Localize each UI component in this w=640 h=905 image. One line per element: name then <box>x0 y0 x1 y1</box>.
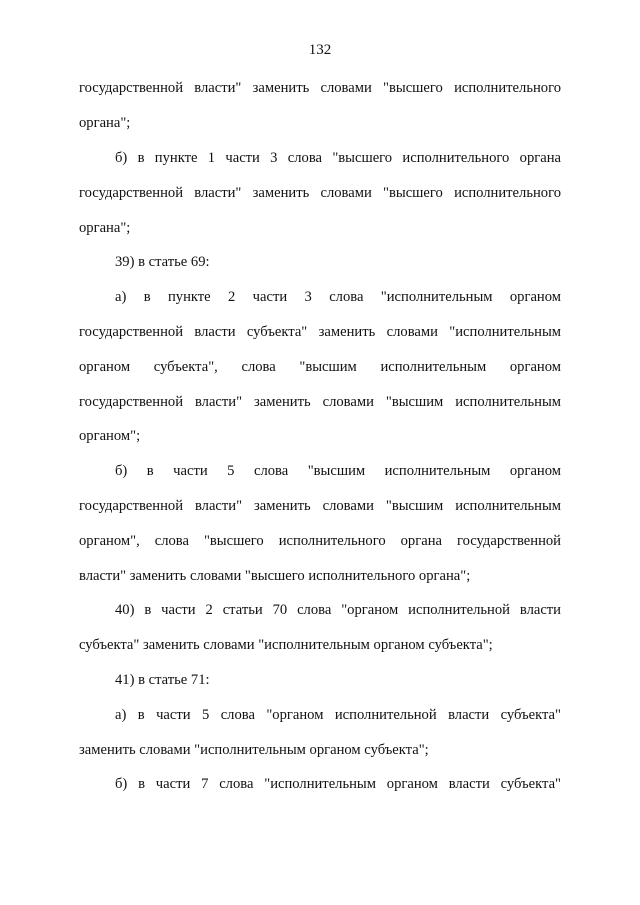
text-line: государственной власти" заменить словами "высшего исполнительного <box>79 185 561 201</box>
text-line: заменить словами "исполнительным органом субъекта"; <box>79 742 429 758</box>
text-line: органом субъекта", слова "высшим исполнительным органом <box>79 359 561 375</box>
text-line: б) в части 5 слова "высшим исполнительным органом <box>115 463 561 479</box>
text-line: 40) в части 2 статьи 70 слова "органом исполнительной власти <box>115 602 561 618</box>
text-line: а) в части 5 слова "органом исполнительной власти субъекта" <box>115 707 561 723</box>
text-line: органом", слова "высшего исполнительного органа государственной <box>79 533 561 549</box>
text-line: органом"; <box>79 428 141 444</box>
text-line: б) в части 7 слова "исполнительным органом власти субъекта" <box>115 776 561 792</box>
text-line: органа"; <box>79 115 131 131</box>
text-line: власти" заменить словами "высшего исполнительного органа"; <box>79 568 471 584</box>
text-line: 39) в статье 69: <box>115 254 210 270</box>
page-number: 132 <box>308 42 332 58</box>
text-line: государственной власти" заменить словами "высшим исполнительным <box>79 498 561 514</box>
text-line: государственной власти субъекта" заменить словами "исполнительным <box>79 324 561 340</box>
text-line: государственной власти" заменить словами "высшим исполнительным <box>79 394 561 410</box>
text-line: а) в пункте 2 части 3 слова "исполнительным органом <box>115 289 561 305</box>
text-line: государственной власти" заменить словами "высшего исполнительного <box>79 80 561 96</box>
text-line: б) в пункте 1 части 3 слова "высшего исполнительного органа <box>115 150 561 166</box>
text-line: органа"; <box>79 220 131 236</box>
text-line: субъекта" заменить словами "исполнительным органом субъекта"; <box>79 637 493 653</box>
text-line: 41) в статье 71: <box>115 672 210 688</box>
